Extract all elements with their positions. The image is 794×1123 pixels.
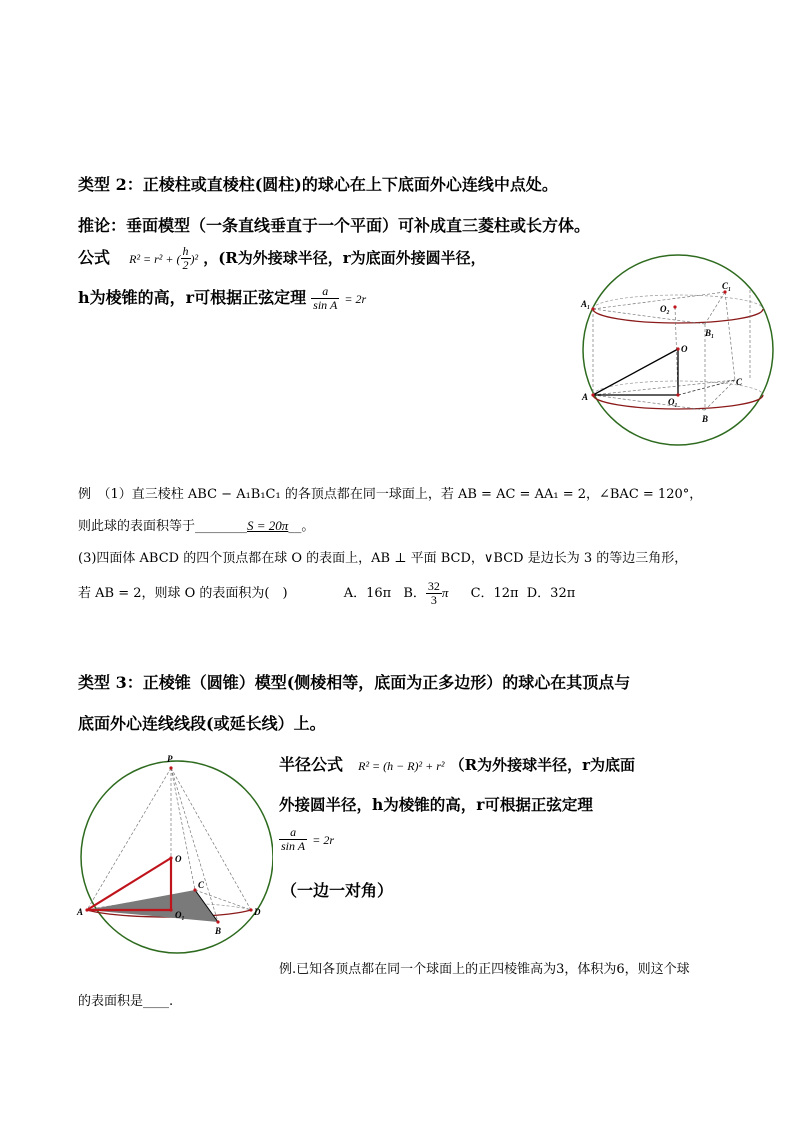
option-c: C．12π: [470, 586, 519, 601]
example1-line1: 例 （1）直三棱柱 ABC − A₁B₁C₁ 的各顶点都在同一球面上，若 AB = AC = AA₁ = 2，∠BAC = 120°，: [78, 487, 703, 502]
pyramid-sphere-figure: [73, 750, 273, 965]
example3-line2: [78, 580, 575, 607]
edge-angle-note: （一边一对角）: [281, 881, 394, 900]
type2-corollary: 推论：垂面模型（一条直线垂直于一个平面）可补成直三菱柱或长方体。: [78, 216, 591, 235]
label-B: B: [702, 414, 709, 424]
type3-sine-rhs: = 2r: [312, 833, 334, 847]
type3-example-line2: 的表面积是____.: [78, 994, 174, 1009]
label-A: A: [582, 392, 589, 402]
type2-formula-line: [78, 245, 486, 272]
label-C1: C₁: [722, 281, 732, 291]
example1-tail: __。: [288, 519, 315, 534]
sine-rhs: = 2r: [344, 292, 367, 306]
formula-h-fraction: $\frac{h}{2}$: [182, 244, 189, 272]
example3-question: 若 AB = 2，则球 O 的表面积为( ): [78, 586, 288, 601]
example1-question: 则此球的表面积等于________: [78, 519, 248, 534]
label-O1-2: O₁: [175, 910, 185, 920]
option-b-pi: π: [441, 585, 449, 600]
radius-label: 半径公式: [279, 755, 344, 774]
sine-fraction: $\frac{a}{\text{sin A}}$: [313, 284, 338, 312]
example1-answer: S = 20π: [247, 518, 289, 533]
label-C: C: [736, 377, 743, 387]
type2-sine-line: [78, 285, 366, 312]
type3-sine-fraction: $\frac{a}{\text{sin A}}$: [281, 825, 306, 853]
radius-note: （R为外接球半径，r为底面: [449, 756, 635, 774]
type3-sine-line: [279, 826, 334, 853]
type3-heading-line2: 底面外心连线线段(或延长线）上。: [78, 714, 326, 733]
label-A-2: A: [77, 907, 84, 917]
prism-edges: [593, 290, 750, 410]
type2-heading: 类型 2：正棱柱或直棱柱(圆柱)的球心在上下底面外心连线中点处。: [78, 175, 558, 194]
radius-AO: [593, 349, 678, 395]
formula-tail: )²: [190, 252, 199, 266]
label-O1: O₁: [668, 397, 678, 407]
radius-formula: R² = (h − R)² + r²: [358, 759, 445, 773]
vertex-dots: [591, 290, 726, 396]
label-A1: A₁: [581, 299, 591, 309]
sine-rule-text: h为棱锥的高，r可根据正弦定理: [78, 288, 307, 307]
top-ellipse-back: [593, 295, 763, 309]
prism-sphere-figure: [575, 252, 785, 452]
label-O2: O₂: [660, 304, 670, 314]
label-O: O: [681, 344, 688, 354]
label-D: D: [254, 907, 261, 917]
label-B1: B₁: [705, 328, 715, 338]
formula-note: ，(R为外接球半径，r为底面外接圆半径，: [203, 249, 486, 267]
option-b-label: B．: [403, 586, 426, 601]
label-O-2: O: [175, 854, 182, 864]
type3-line2: 外接圆半径，h为棱锥的高，r可根据正弦定理: [279, 795, 593, 814]
label-P: P: [167, 754, 173, 764]
formula-lhs: R² = r² + (: [129, 252, 181, 266]
type3-radius-line: [279, 752, 635, 775]
type3-heading-line1: 类型 3：正棱锥（圆锥）模型(侧棱相等，底面为正多边形）的球心在其顶点与: [78, 673, 631, 692]
example1-line2: [78, 515, 314, 534]
type3-example-line1: 例.已知各顶点都在同一个球面上的正四棱锥高为3，体积为6，则这个球: [279, 962, 690, 977]
option-d: D．32π: [526, 586, 576, 601]
label-C-2: C: [198, 880, 205, 890]
top-ellipse-front: [593, 309, 763, 323]
example3-line1: (3)四面体 ABCD 的四个顶点都在球 O 的表面上，AB ⊥ 平面 BCD，∨BCD 是边长为 3 的等边三角形，: [78, 551, 688, 566]
formula-label: 公式: [78, 248, 111, 267]
segment-O1C: [678, 380, 735, 395]
option-a: A．16π: [343, 586, 392, 601]
option-b-fraction: $\frac{32}{3}$: [427, 579, 440, 607]
label-B-2: B: [215, 926, 222, 936]
bottom-ellipse-front: [593, 395, 763, 409]
